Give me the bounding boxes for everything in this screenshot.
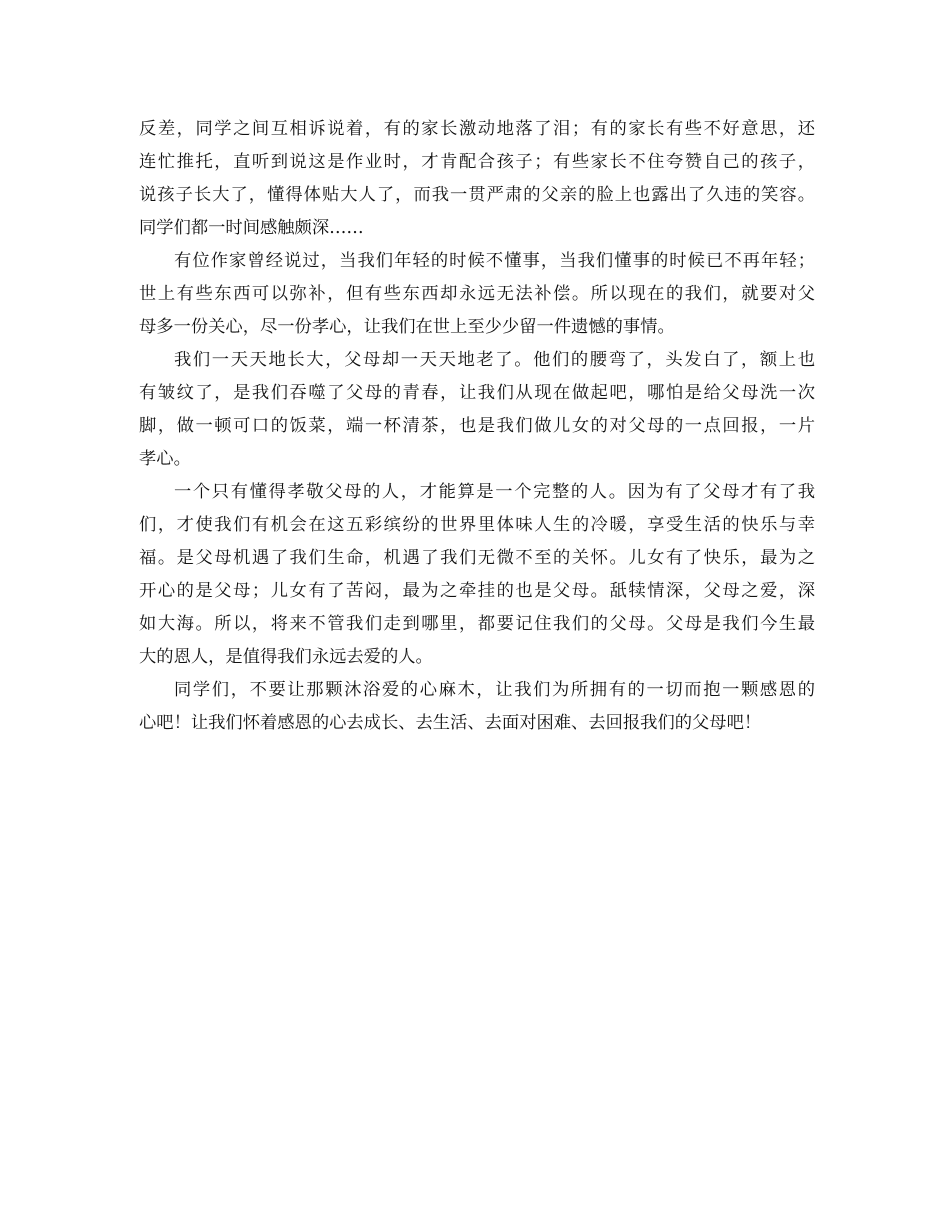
text-line: 开心的是父母；儿女有了苦闷，最为之牵挂的也是父母。舐犊情深，父母之爱，深 [139, 581, 815, 601]
text-line: 大的恩人，是值得我们永远去爱的人。 [139, 647, 433, 667]
text-line: 脚，做一顿可口的饭菜，端一杯清茶，也是我们做儿女的对父母的一点回报，一片 [139, 416, 815, 436]
text-line: 如大海。所以，将来不管我们走到哪里，都要记住我们的父母。父母是我们今生最 [139, 614, 815, 634]
text-line: 孝心。 [139, 449, 191, 469]
text-line: 母多一份关心，尽一份孝心，让我们在世上至少少留一件遗憾的事情。 [139, 317, 675, 337]
text-line: 有皱纹了，是我们吞噬了父母的青春，让我们从现在做起吧，哪怕是给父母洗一次 [139, 383, 815, 403]
text-line: 一个只有懂得孝敬父母的人，才能算是一个完整的人。因为有了父母才有了我 [174, 482, 815, 502]
text-line: 们，才使我们有机会在这五彩缤纷的世界里体味人生的冷暖，享受生活的快乐与幸 [139, 515, 815, 535]
text-line: 世上有些东西可以弥补，但有些东西却永远无法补偿。所以现在的我们，就要对父 [139, 284, 815, 304]
text-line: 有位作家曾经说过，当我们年轻的时候不懂事，当我们懂事的时候已不再年轻； [174, 251, 815, 271]
body-text [139, 113, 815, 740]
text-line: 反差，同学之间互相诉说着，有的家长激动地落了泪；有的家长有些不好意思，还 [139, 119, 815, 139]
text-line: 福。是父母机遇了我们生命，机遇了我们无微不至的关怀。儿女有了快乐，最为之 [139, 548, 815, 568]
text-line: 说孩子长大了，懂得体贴大人了，而我一贯严肃的父亲的脸上也露出了久违的笑容。 [139, 185, 815, 205]
text-line: 心吧！让我们怀着感恩的心去成长、去生活、去面对困难、去回报我们的父母吧！ [139, 713, 762, 733]
text-line: 我们一天天地长大，父母却一天天地老了。他们的腰弯了，头发白了，额上也 [174, 350, 815, 370]
text-line: 连忙推托，直听到说这是作业时，才肯配合孩子；有些家长不住夸赞自己的孩子， [139, 152, 815, 172]
text-line: 同学们都一时间感触颇深…… [139, 218, 364, 238]
text-line: 同学们，不要让那颗沐浴爱的心麻木，让我们为所拥有的一切而抱一颗感恩的 [174, 680, 815, 700]
